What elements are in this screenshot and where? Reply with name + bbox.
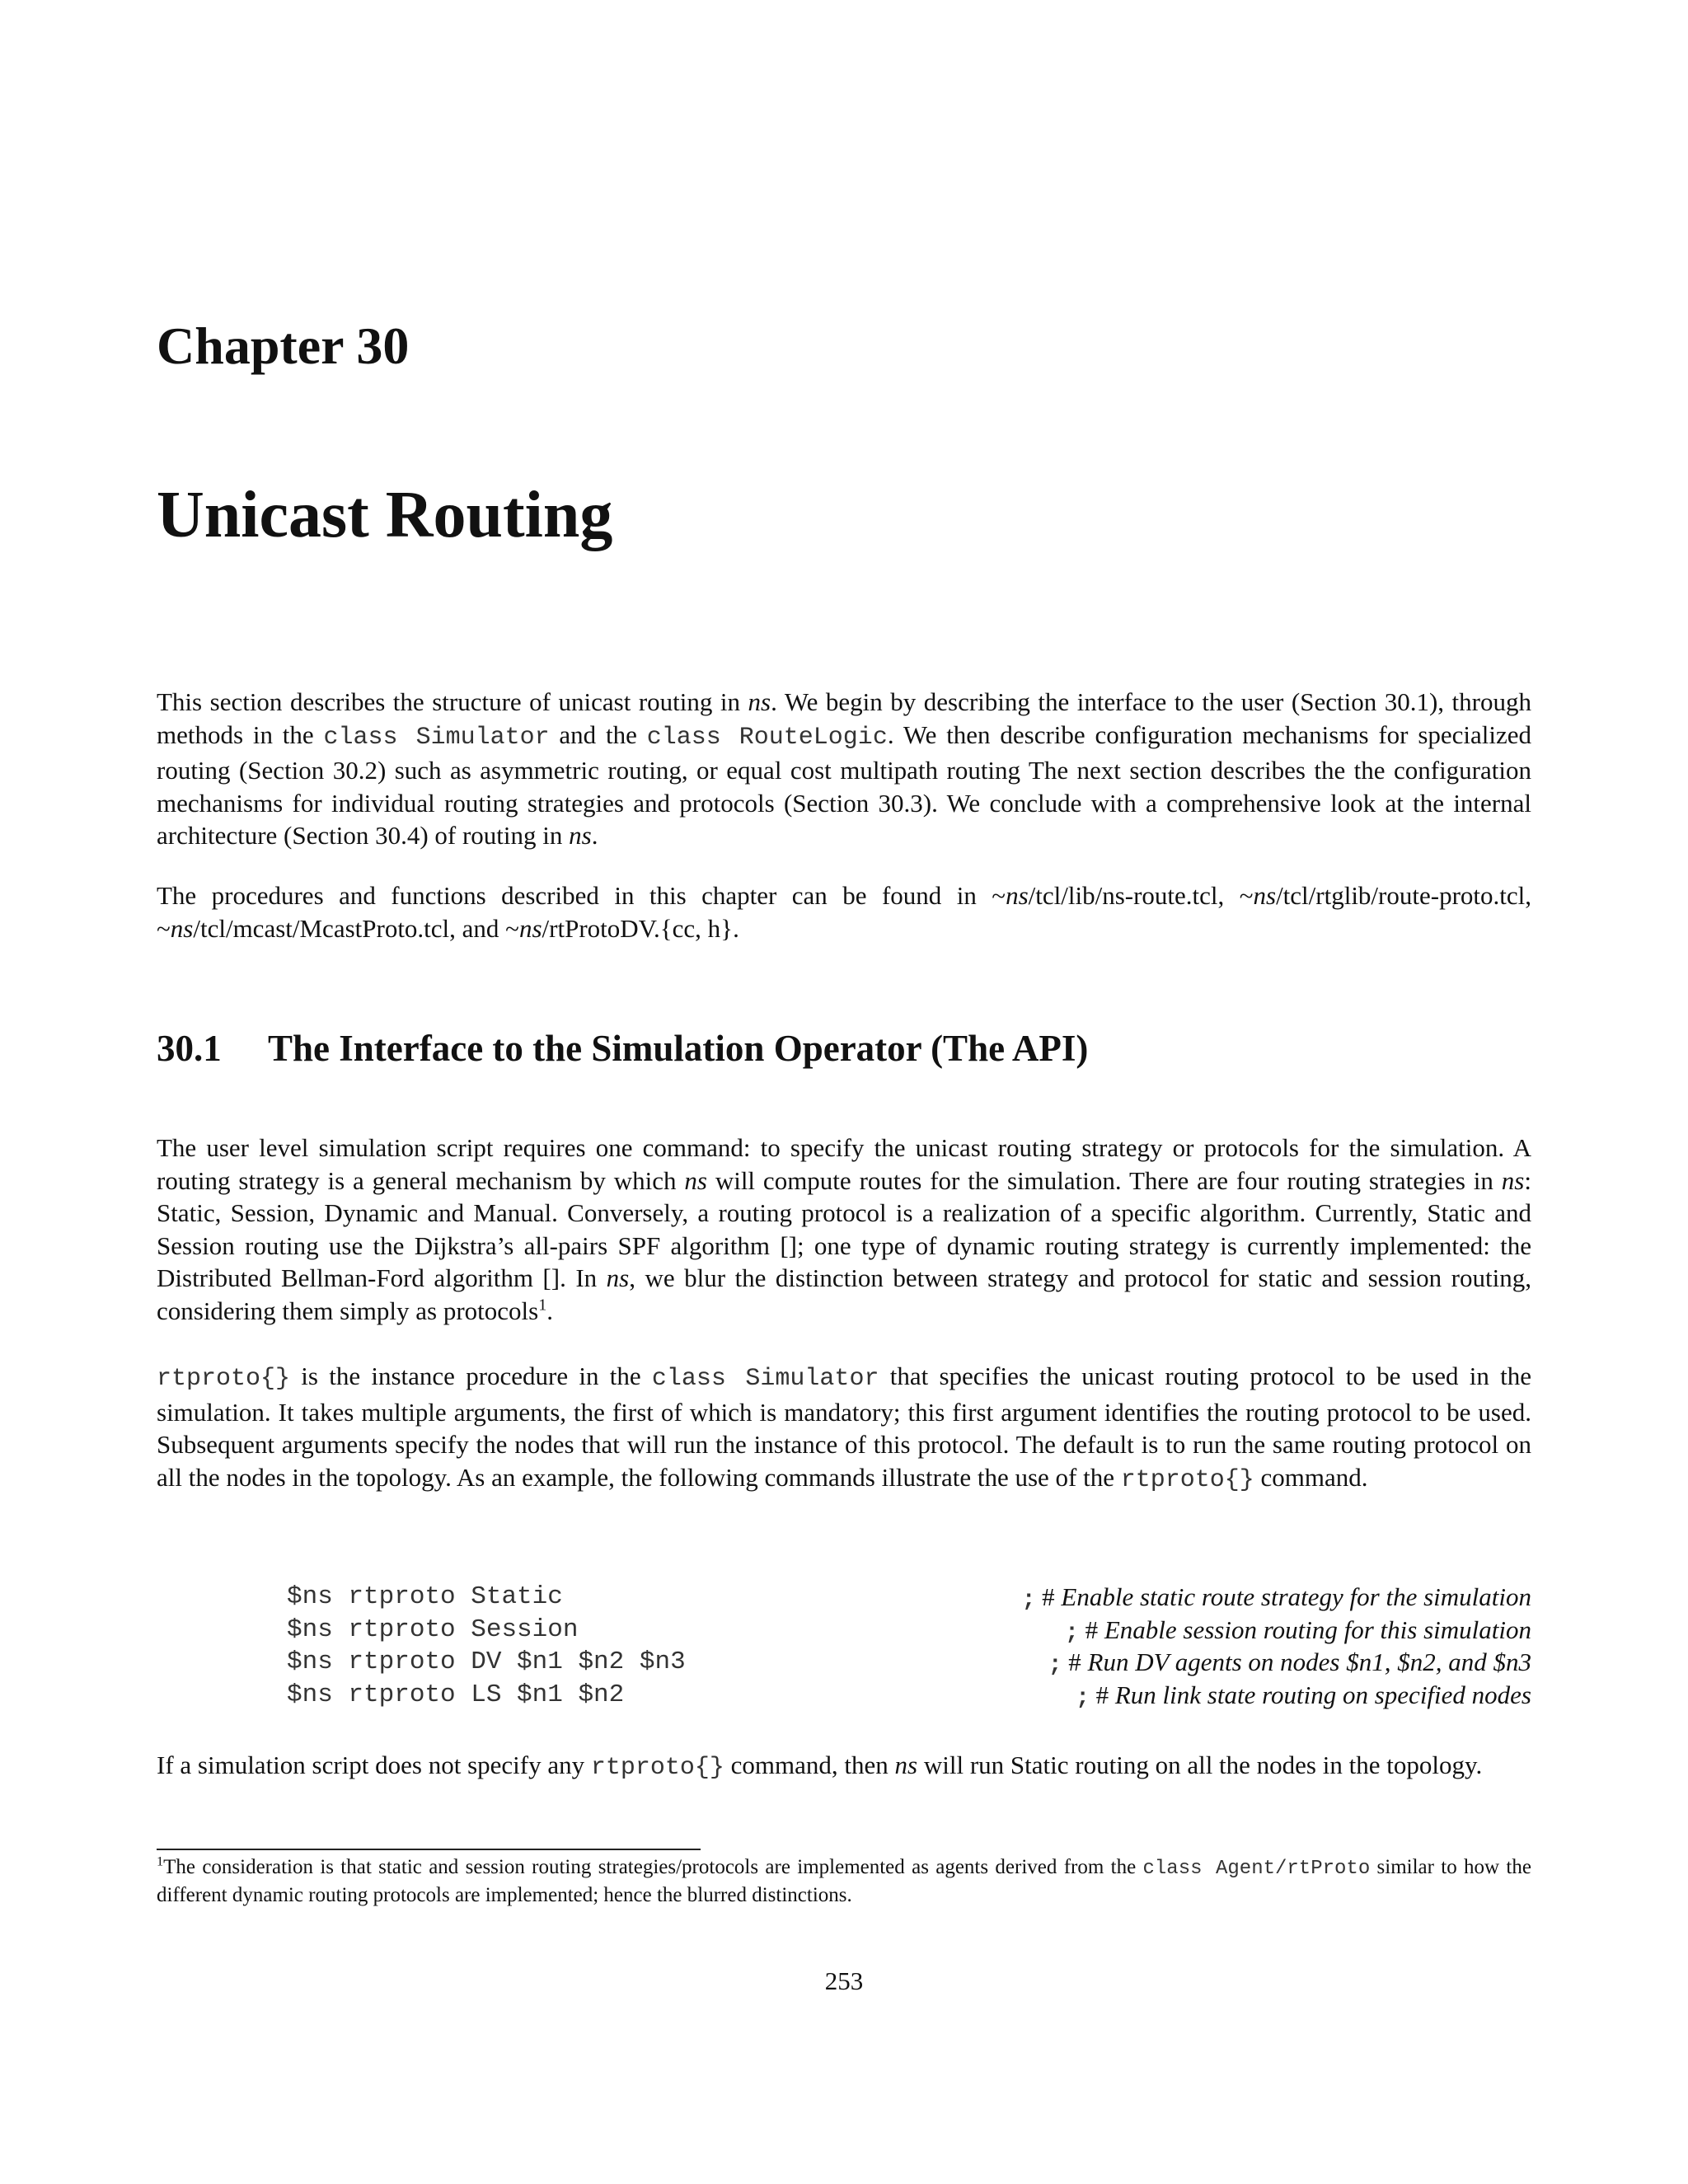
semicolon: ;	[1048, 1652, 1062, 1678]
footnote-mark: 1	[157, 1854, 164, 1869]
code-example	[287, 1581, 1531, 1711]
code-class-routelogic: class RouteLogic	[646, 723, 888, 752]
code-line	[287, 1646, 1531, 1679]
chapter-label: Chapter 30	[157, 316, 410, 375]
text-run: If a simulation script does not specify any	[157, 1750, 591, 1779]
text-run: command.	[1254, 1462, 1368, 1492]
intro-paragraph-1	[157, 686, 1531, 852]
ns-name: ns	[569, 821, 592, 850]
text-run: The procedures and functions described in this chapter can be found in ~	[157, 881, 1006, 910]
code-class-agent-rtproto: class Agent/rtProto	[1142, 1858, 1371, 1880]
text-run: /tcl/mcast/McastProto.tcl, and ~	[193, 913, 519, 943]
code-command: $ns rtproto LS $n1 $n2	[287, 1680, 625, 1709]
text-run: /rtProtoDV.{cc, h}.	[542, 913, 739, 943]
code-comment	[1076, 1679, 1531, 1715]
code-rtproto: rtproto{}	[590, 1754, 724, 1782]
ns-name: ns	[518, 913, 542, 943]
section-title: The Interface to the Simulation Operator (The API)	[268, 1028, 1089, 1069]
text-run: This section describes the structure of unicast routing in	[157, 687, 748, 716]
text-run: The consideration is that static and session routing strategies/protocols are implemented as agents derived from the	[163, 1856, 1143, 1878]
intro-paragraph-2	[157, 879, 1531, 944]
footnote-ref[interactable]: 1	[538, 1296, 547, 1315]
text-run: /tcl/rtglib/route-proto.tcl, ~	[157, 881, 1531, 943]
code-comment	[1065, 1614, 1531, 1650]
ns-name: ns	[1253, 881, 1277, 910]
text-run: The user level simulation script requires one command: to specify the unicast routing strategy or protocols for the simulation. A routing strategy is a general mechanism by which	[157, 1133, 1531, 1195]
ns-name: ns	[1501, 1165, 1525, 1195]
comment-text: Enable static route strategy for the simulation	[1061, 1582, 1531, 1611]
page-number: 253	[824, 1966, 864, 1995]
text-run: that specifies the unicast routing protocol to be used in the simulation. It takes multiple arguments, the first of which is mandatory; this first argument identifies the routing protocol to be used. Subsequent arguments specify the nodes that will run the instance of this protocol. The default is to run the same routing protocol on all the nodes in the topology. As an example, the following commands illustrate the use of the	[157, 1361, 1531, 1492]
code-rtproto: rtproto{}	[157, 1365, 291, 1393]
hash: #	[1085, 1615, 1099, 1644]
text-run: .	[546, 1296, 554, 1325]
code-command: $ns rtproto Session	[287, 1615, 579, 1644]
semicolon: ;	[1065, 1619, 1079, 1646]
comment-text: Enable session routing for this simulation	[1104, 1615, 1531, 1644]
section-number: 30.1	[157, 1028, 222, 1069]
code-command: $ns rtproto Static	[287, 1582, 563, 1611]
text-run: . We then describe configuration mechanisms for specialized routing (Section 30.2) such as asymmetric routing, or equal cost multipath routing The next section describes the the configuration mechanisms for individual routing strategies and protocols (Section 30.3). We conclude with a comprehensive look at the internal architecture (Section 30.4) of routing in	[157, 719, 1532, 850]
text-run: . We begin by describing the interface to the user (Section 30.1), through methods in the	[157, 687, 1531, 749]
hash: #	[1068, 1647, 1081, 1676]
section-heading	[157, 1030, 1088, 1067]
comment-text: Run link state routing on specified nodes	[1114, 1680, 1531, 1709]
text-run: , we blur the distinction between strategy and protocol for static and session routing, considering them simply as protocols	[157, 1263, 1531, 1325]
code-line	[287, 1581, 1531, 1614]
chapter-title: Unicast Routing	[157, 479, 613, 551]
code-line	[287, 1614, 1531, 1647]
code-command: $ns rtproto DV $n1 $n2 $n3	[287, 1647, 686, 1676]
text-run: will run Static routing on all the nodes in the topology.	[917, 1750, 1483, 1779]
code-comment	[1048, 1646, 1531, 1682]
code-line	[287, 1679, 1531, 1712]
code-class-simulator: class Simulator	[323, 723, 550, 752]
text-run: : Static, Session, Dynamic and Manual. Conversely, a routing protocol is a realization of a specific algorithm. Currently, Static and Session routing use the Dijkstra’s all-pairs SPF algorithm []; one type of dynamic routing strategy is currently implemented: the Distributed Bellman-Ford algorithm []. In	[157, 1165, 1531, 1292]
section-paragraph-3	[157, 1749, 1531, 1785]
text-run: similar to how the different dynamic routing protocols are implemented; hence the blurred distinctions.	[157, 1856, 1531, 1906]
text-run: is the instance procedure in the	[290, 1361, 652, 1390]
footnote-divider	[157, 1849, 701, 1850]
ns-name: ns	[606, 1263, 630, 1292]
semicolon: ;	[1021, 1587, 1036, 1613]
code-rtproto: rtproto{}	[1120, 1465, 1254, 1494]
hash: #	[1095, 1680, 1109, 1709]
ns-name: ns	[684, 1165, 707, 1195]
text-run: .	[591, 821, 598, 850]
text-run: and the	[549, 719, 647, 749]
ns-name: ns	[894, 1750, 918, 1779]
ns-name: ns	[1006, 881, 1029, 910]
ns-name: ns	[748, 687, 771, 716]
section-paragraph-1	[157, 1132, 1531, 1327]
text-run: will compute routes for the simulation. There are four routing strategies in	[706, 1165, 1502, 1195]
ns-name: ns	[170, 913, 194, 943]
hash: #	[1042, 1582, 1055, 1611]
code-comment	[1022, 1581, 1531, 1617]
comment-text: Run DV agents on nodes $n1, $n2, and $n3	[1087, 1647, 1531, 1676]
text-run: /tcl/lib/ns-route.tcl, ~	[1028, 881, 1254, 910]
semicolon: ;	[1076, 1685, 1090, 1711]
footnote	[157, 1854, 1531, 1909]
text-run: command, then	[724, 1750, 895, 1779]
code-class-simulator: class Simulator	[651, 1365, 879, 1393]
section-paragraph-2	[157, 1360, 1531, 1497]
